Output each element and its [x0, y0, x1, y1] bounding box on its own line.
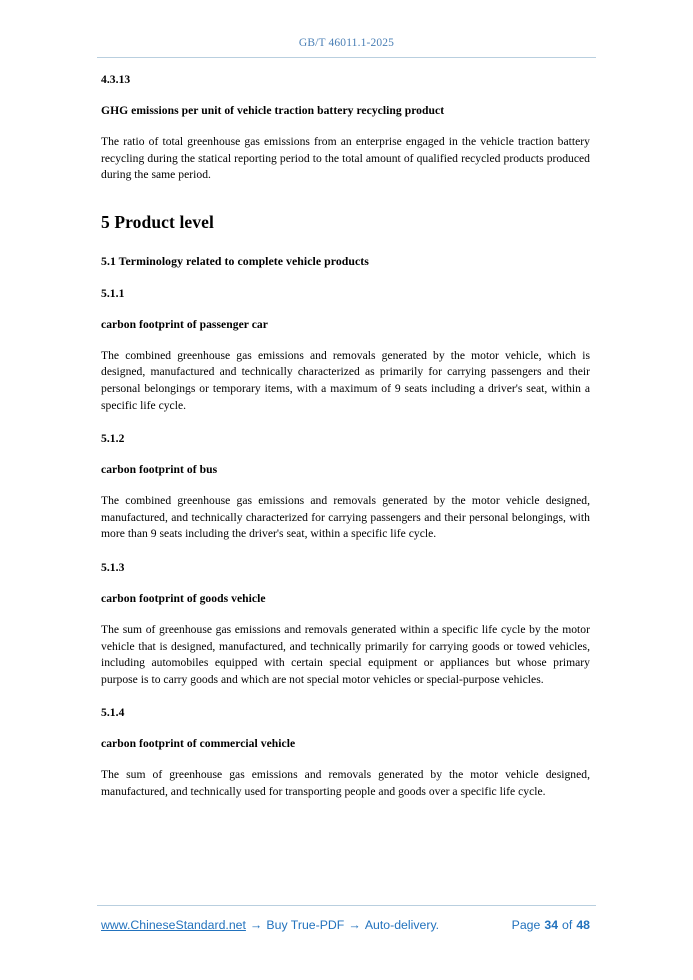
header-divider: [97, 57, 596, 58]
term-definition-5-1-2: The combined greenhouse gas emissions and removals generated by the motor vehicle designed, manufactured, and technically characterized for carrying passengers and their personal belongings, with more than 9 seats including the driver's seat, within a specific life cycle.: [101, 494, 590, 541]
footer-delivery-label: Auto-delivery.: [364, 918, 440, 932]
spacer: [101, 233, 590, 254]
spacer: [101, 301, 590, 317]
chapter-heading-5: 5 Product level: [101, 211, 214, 232]
section-number-5-1-3: 5.1.3: [101, 560, 125, 574]
spacer: [101, 575, 590, 591]
spacer: [101, 87, 590, 103]
current-page-number: 34: [544, 918, 559, 932]
spacer: [101, 332, 590, 348]
spacer: [101, 184, 590, 211]
spacer: [101, 118, 590, 134]
footer-divider: [97, 905, 596, 906]
term-definition-4-3-13: The ratio of total greenhouse gas emissions from an enterprise engaged in the vehicle traction battery recycling during the statical reporting period to the total amount of qualified recycled products produced during the same period.: [101, 135, 590, 182]
term-title-4-3-13: GHG emissions per unit of vehicle traction battery recycling product: [101, 104, 445, 117]
spacer: [101, 688, 590, 705]
term-definition-5-1-3: The sum of greenhouse gas emissions and removals generated within a specific life cycle by the motor vehicle that is designed, manufactured, and technically primarily for carrying goods or towed vehicles, including automobiles equipped with certain special equipment or appliances but whose primary purpose is to carry goods and which are not special motor vehicles or special-purpose vehicles.: [101, 622, 590, 686]
term-title-5-1-3: carbon footprint of goods vehicle: [101, 591, 266, 605]
spacer: [101, 751, 590, 767]
chinesestandard-website-link[interactable]: www.ChineseStandard.net: [101, 918, 246, 932]
footer-buy-label: Buy True-PDF: [266, 918, 345, 932]
footer-promo: [101, 918, 439, 932]
term-title-5-1-4: carbon footprint of commercial vehicle: [101, 737, 296, 751]
page-label: Page: [511, 918, 541, 932]
page-footer: [101, 915, 593, 935]
of-label: of: [562, 918, 573, 932]
spacer: [101, 269, 590, 286]
spacer: [101, 477, 590, 493]
spacer: [101, 446, 590, 462]
term-title-5-1-1: carbon footprint of passenger car: [101, 317, 268, 331]
term-title-5-1-2: carbon footprint of bus: [101, 463, 218, 477]
spacer: [101, 606, 590, 622]
section-number-5-1-2: 5.1.2: [101, 432, 125, 446]
section-number-5-1-4: 5.1.4: [101, 706, 125, 720]
arrow-right-icon: →: [249, 918, 263, 932]
spacer: [101, 414, 590, 431]
page-header: [97, 33, 596, 51]
spacer: [101, 720, 590, 736]
term-definition-5-1-1: The combined greenhouse gas emissions and removals generated by the motor vehicle, which is designed, manufactured and technically characterized as primarily for carrying passengers and their personal belongings or temporary items, with a maximum of 9 seats including a driver's seat, within a specific life cycle.: [101, 348, 590, 412]
total-page-number: 48: [576, 918, 590, 932]
spacer: [101, 543, 590, 560]
section-number-4-3-13: 4.3.13: [101, 73, 131, 86]
arrow-right-icon: →: [348, 918, 361, 932]
term-definition-5-1-4: The sum of greenhouse gas emissions and removals generated by the motor vehicle designed, manufactured, and technically used for transporting people and goods over a specific life cycle.: [101, 768, 590, 798]
section-heading-5-1: 5.1 Terminology related to complete vehicle products: [101, 253, 369, 268]
section-number-5-1-1: 5.1.1: [101, 286, 125, 300]
page-indicator: [512, 918, 593, 932]
standard-number-header: GB/T 46011.1-2025: [298, 37, 395, 49]
document-content: [101, 72, 590, 801]
